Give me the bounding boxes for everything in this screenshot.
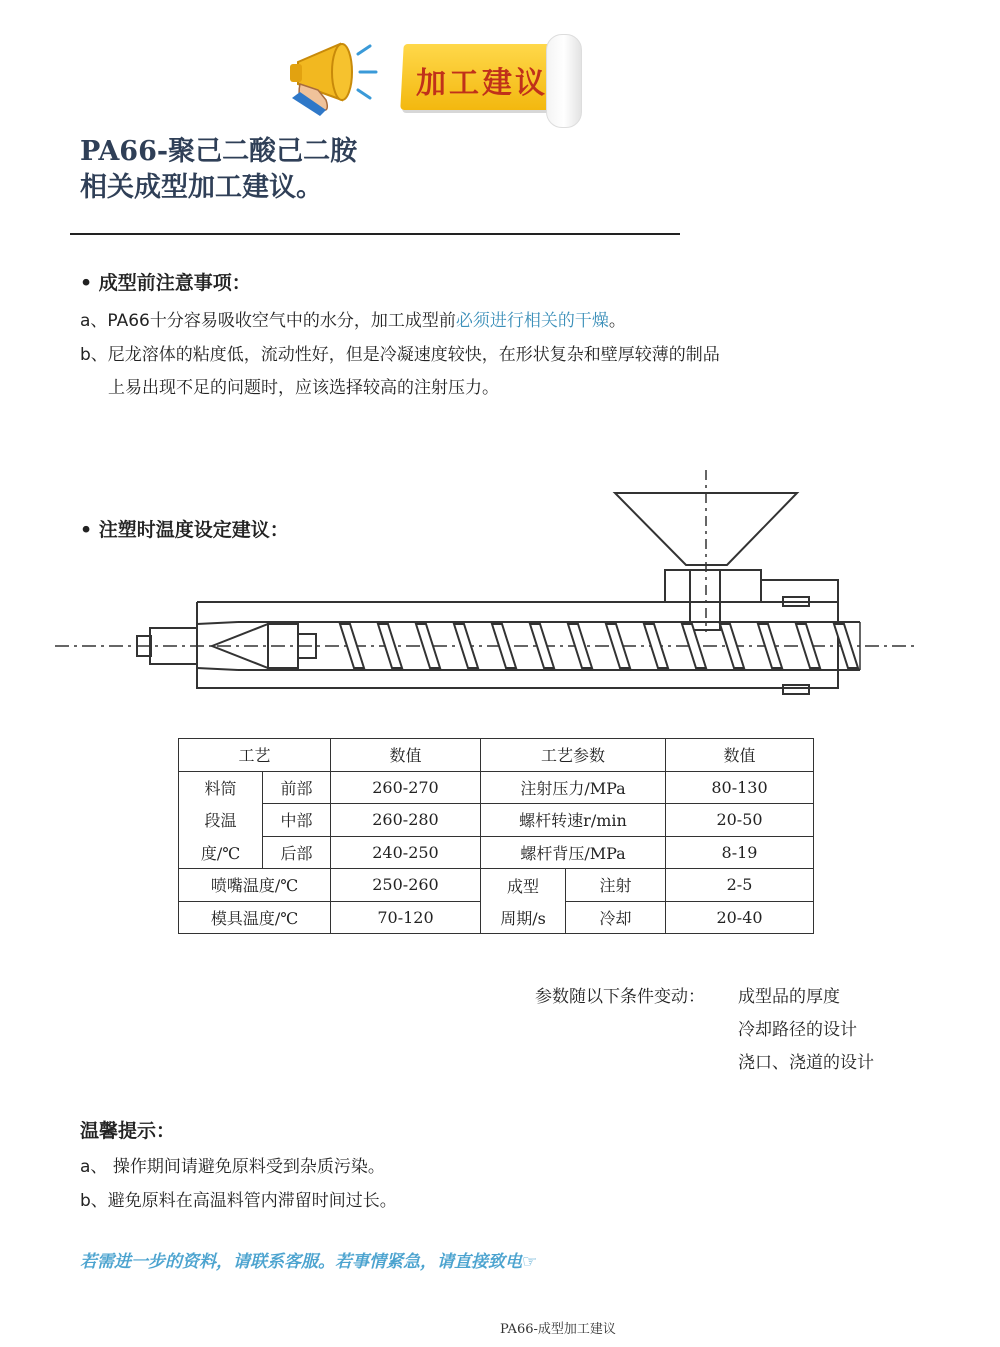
nozzle-label: 喷嘴温度/℃ bbox=[179, 869, 331, 902]
inject-value: 2-5 bbox=[666, 869, 814, 902]
param-label: 螺杆背压/MPa bbox=[481, 836, 666, 869]
injection-screw-diagram bbox=[0, 460, 1000, 710]
note-item-b-line-2: 上易出现不足的问题时，应该选择较高的注射压力。 bbox=[108, 378, 499, 398]
zone-label: 中部 bbox=[263, 804, 331, 837]
condition-item: 浇口、浇道的设计 bbox=[738, 1053, 874, 1073]
param-value: 8-19 bbox=[666, 836, 814, 869]
section-heading-temperature: • 注塑时温度设定建议： bbox=[80, 519, 289, 541]
param-label: 注射压力/MPa bbox=[481, 771, 666, 804]
parameter-table bbox=[178, 738, 814, 934]
contact-note: 若需进一步的资料，请联系客服。若事情紧急，请直接致电☞ bbox=[80, 1252, 538, 1272]
header-parameter: 工艺参数 bbox=[481, 739, 666, 772]
table-row bbox=[179, 901, 814, 934]
mold-label: 模具温度/℃ bbox=[179, 901, 331, 934]
table-row bbox=[179, 771, 814, 804]
title-line-2: 相关成型加工建议。 bbox=[80, 172, 323, 203]
note-item-a bbox=[80, 306, 626, 331]
page-footer: PA66-成型加工建议 bbox=[500, 1322, 616, 1337]
table-row bbox=[179, 804, 814, 837]
barrel-label-3: 度/℃ bbox=[179, 836, 263, 869]
header-param-value: 数值 bbox=[666, 739, 814, 772]
nozzle-value: 250-260 bbox=[331, 869, 481, 902]
screw-flight bbox=[454, 624, 478, 668]
tip-item-b: b、避免原料在高温料管内滞留时间过长。 bbox=[80, 1191, 397, 1211]
note-item-a-suffix: 。 bbox=[608, 311, 626, 331]
conditions-label: 参数随以下条件变动： bbox=[535, 987, 705, 1007]
zone-label: 前部 bbox=[263, 771, 331, 804]
megaphone-icon bbox=[270, 32, 390, 122]
zone-value: 260-270 bbox=[331, 771, 481, 804]
note-item-a-text: a、PA66十分容易吸收空气中的水分，加工成型前 bbox=[80, 311, 456, 331]
table-row bbox=[179, 869, 814, 902]
note-item-a-highlight: 必须进行相关的干燥 bbox=[455, 311, 609, 331]
section-heading-pre-molding: • 成型前注意事项： bbox=[80, 272, 251, 294]
zone-label: 后部 bbox=[263, 836, 331, 869]
param-value: 80-130 bbox=[666, 771, 814, 804]
condition-item: 冷却路径的设计 bbox=[738, 1020, 857, 1040]
cycle-label-2: 周期/s bbox=[481, 901, 566, 934]
title-divider bbox=[70, 233, 680, 235]
condition-item: 成型品的厚度 bbox=[738, 987, 840, 1007]
param-label: 螺杆转速r/min bbox=[481, 804, 666, 837]
zone-value: 240-250 bbox=[331, 836, 481, 869]
badge-label: 加工建议 bbox=[416, 66, 548, 101]
page-title bbox=[80, 134, 357, 206]
table-header-row bbox=[179, 739, 814, 772]
cool-value: 20-40 bbox=[666, 901, 814, 934]
barrel-label-2: 段温 bbox=[179, 804, 263, 837]
note-item-b-line-1: b、尼龙溶体的粘度低，流动性好，但是冷凝速度较快，在形状复杂和壁厚较薄的制品 bbox=[80, 345, 720, 365]
table-row bbox=[179, 836, 814, 869]
cycle-label-1: 成型 bbox=[481, 869, 566, 902]
screw-flight bbox=[644, 624, 668, 668]
param-value: 20-50 bbox=[666, 804, 814, 837]
inject-label: 注射 bbox=[566, 869, 666, 902]
tip-item-a: a、 操作期间请避免原料受到杂质污染。 bbox=[80, 1157, 385, 1177]
title-line-1: PA66-聚己二酸己二胺 bbox=[80, 136, 358, 167]
cool-label: 冷却 bbox=[566, 901, 666, 934]
tips-heading: 温馨提示： bbox=[80, 1120, 176, 1142]
barrel-label-1: 料筒 bbox=[179, 771, 263, 804]
header-process: 工艺 bbox=[179, 739, 331, 772]
zone-value: 260-280 bbox=[331, 804, 481, 837]
header-value: 数值 bbox=[331, 739, 481, 772]
mold-value: 70-120 bbox=[331, 901, 481, 934]
